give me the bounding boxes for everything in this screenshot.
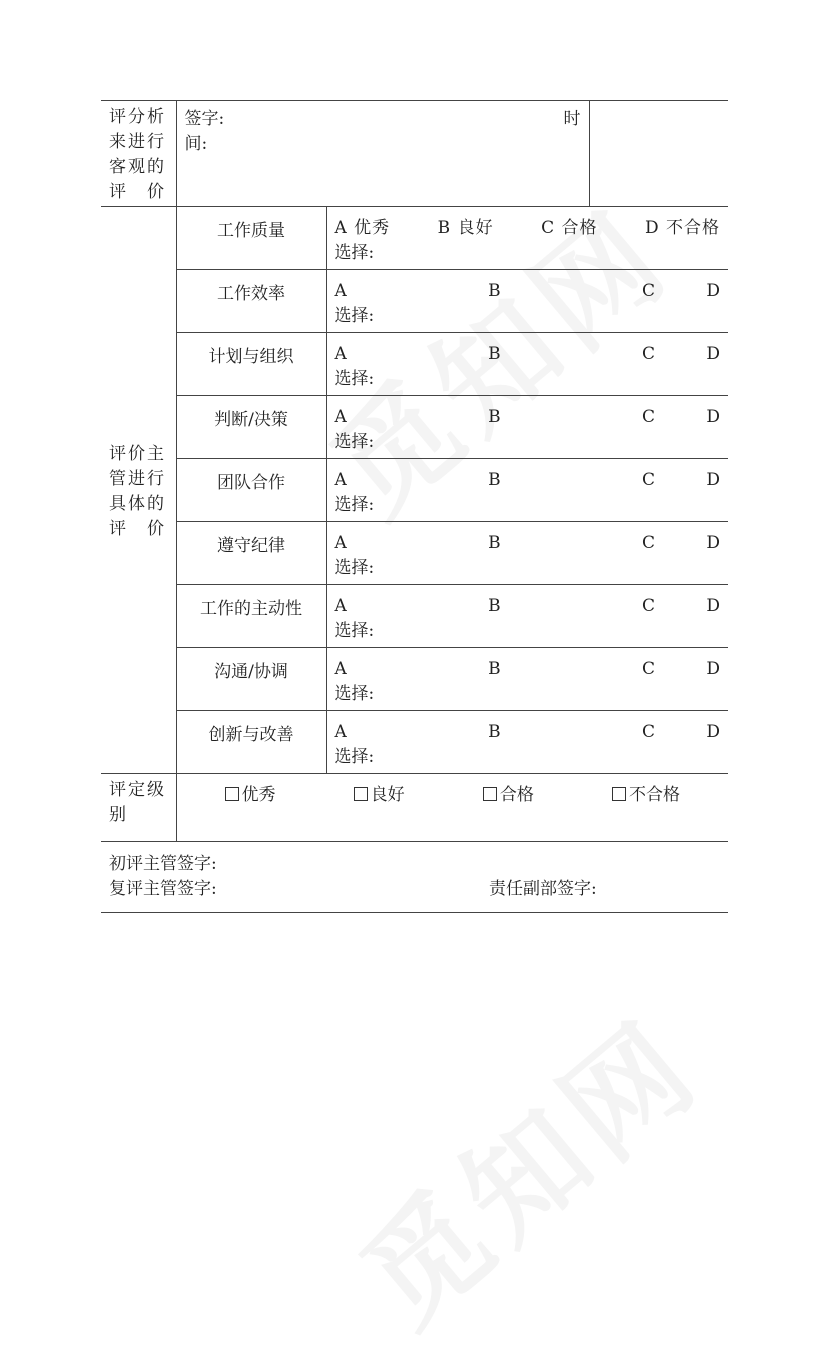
level-option-excellent[interactable] <box>225 783 276 808</box>
footer-row <box>101 842 728 913</box>
eval-label-line: 管进行 <box>109 469 166 489</box>
eval-item-name: 团队合作 <box>176 459 326 522</box>
grade-option-b[interactable]: B <box>488 596 501 616</box>
grade-option-c[interactable]: C <box>642 344 656 364</box>
signature-row <box>101 101 728 207</box>
grade-option-a[interactable]: A <box>334 596 347 616</box>
choose-label: 选择: <box>334 747 375 767</box>
eval-grade-cell[interactable] <box>326 585 728 648</box>
eval-item-name: 工作质量 <box>176 207 326 270</box>
checkbox-icon[interactable] <box>225 787 239 801</box>
grade-option-d[interactable]: D <box>706 533 721 553</box>
eval-label-line: 评 价 <box>109 519 166 539</box>
level-options-cell <box>176 774 728 842</box>
eval-row <box>101 522 728 585</box>
eval-row <box>101 270 728 333</box>
grade-option-a[interactable]: A <box>334 470 347 490</box>
initial-supervisor-sign[interactable]: 初评主管签字: <box>109 854 217 874</box>
level-option-good[interactable] <box>354 783 405 808</box>
grade-option-d[interactable]: D <box>706 281 721 301</box>
level-option-pass[interactable] <box>483 783 534 808</box>
level-option-label: 良好 <box>370 785 405 805</box>
level-label-line: 评定级 <box>109 780 166 800</box>
grade-option-c[interactable]: C <box>642 722 656 742</box>
grade-option-a[interactable]: A <box>334 344 347 364</box>
grade-option-c[interactable]: C <box>642 533 656 553</box>
eval-item-name: 计划与组织 <box>176 333 326 396</box>
grade-option-b[interactable]: B <box>488 533 501 553</box>
choose-label: 选择: <box>334 432 375 452</box>
level-option-fail[interactable] <box>612 783 680 808</box>
eval-grade-cell[interactable] <box>326 459 728 522</box>
level-label <box>101 774 176 842</box>
grade-option-b[interactable]: B <box>488 470 501 490</box>
checkbox-icon[interactable] <box>612 787 626 801</box>
grade-option-d[interactable]: D <box>706 407 721 427</box>
grade-option-b[interactable]: B <box>488 659 501 679</box>
department-sign[interactable]: 责任副部签字: <box>489 879 597 899</box>
grade-option-a[interactable]: A <box>334 722 347 742</box>
watermark-bottom <box>320 975 729 1357</box>
evaluation-form-table <box>101 100 728 913</box>
grade-option-a[interactable]: A <box>334 533 347 553</box>
footer-signatures <box>101 842 728 913</box>
eval-row <box>101 207 728 270</box>
eval-item-name: 沟通/协调 <box>176 648 326 711</box>
grade-option-a[interactable]: A <box>334 281 347 301</box>
grade-option-d[interactable]: D 不合格 <box>644 218 721 238</box>
signature-label: 签字: <box>184 109 225 129</box>
review-supervisor-sign[interactable]: 复评主管签字: <box>109 879 217 899</box>
eval-section-label <box>101 207 176 774</box>
choose-label: 选择: <box>334 369 375 389</box>
eval-item-name: 创新与改善 <box>176 711 326 774</box>
grade-option-c[interactable]: C <box>642 470 656 490</box>
analysis-label <box>101 101 176 207</box>
choose-label: 选择: <box>334 621 375 641</box>
grade-option-c[interactable]: C 合格 <box>541 218 598 238</box>
grade-options <box>335 594 721 619</box>
eval-row <box>101 396 728 459</box>
eval-grade-cell[interactable] <box>326 270 728 333</box>
eval-item-name: 工作的主动性 <box>176 585 326 648</box>
eval-row <box>101 585 728 648</box>
eval-grade-cell[interactable] <box>326 648 728 711</box>
eval-grade-cell[interactable] <box>326 522 728 585</box>
grade-option-b[interactable]: B <box>488 344 501 364</box>
grade-option-a[interactable]: A <box>334 407 347 427</box>
grade-option-d[interactable]: D <box>706 344 721 364</box>
grade-options <box>335 531 721 556</box>
eval-row <box>101 711 728 774</box>
grade-option-c[interactable]: C <box>642 596 656 616</box>
time-label-part1: 时 <box>563 109 581 129</box>
analysis-label-line: 客观的 <box>109 157 166 177</box>
eval-row <box>101 648 728 711</box>
grade-options <box>335 468 721 493</box>
choose-label: 选择: <box>334 306 375 326</box>
analysis-label-line: 评 价 <box>109 182 166 202</box>
grade-options <box>335 216 721 241</box>
choose-label: 选择: <box>334 684 375 704</box>
grade-option-c[interactable]: C <box>642 407 656 427</box>
choose-label: 选择: <box>334 243 375 263</box>
grade-options <box>335 720 721 745</box>
choose-label: 选择: <box>334 495 375 515</box>
grade-option-b[interactable]: B <box>488 281 501 301</box>
eval-label-line: 具体的 <box>109 494 166 514</box>
level-row <box>101 774 728 842</box>
grade-option-b[interactable]: B <box>488 722 501 742</box>
level-option-label: 优秀 <box>241 785 276 805</box>
grade-option-b[interactable]: B 良好 <box>437 218 494 238</box>
checkbox-icon[interactable] <box>354 787 368 801</box>
grade-options <box>335 279 721 304</box>
analysis-label-line: 来进行 <box>109 132 166 152</box>
grade-options <box>335 405 721 430</box>
level-option-label: 合格 <box>499 785 534 805</box>
time-label-part2: 间: <box>184 134 208 154</box>
eval-grade-cell[interactable] <box>326 396 728 459</box>
eval-grade-cell[interactable] <box>326 207 728 270</box>
grade-option-d[interactable]: D <box>706 659 721 679</box>
eval-item-name: 判断/决策 <box>176 396 326 459</box>
grade-option-c[interactable]: C <box>642 659 656 679</box>
signature-blank-cell[interactable] <box>589 101 728 207</box>
eval-grade-cell[interactable] <box>326 333 728 396</box>
analysis-label-line: 评分析 <box>109 107 166 127</box>
grade-options <box>335 342 721 367</box>
level-label-line: 别 <box>109 805 128 825</box>
grade-options <box>335 657 721 682</box>
checkbox-icon[interactable] <box>483 787 497 801</box>
grade-option-a[interactable]: A <box>334 659 347 679</box>
grade-option-b[interactable]: B <box>488 407 501 427</box>
eval-label-line: 评价主 <box>109 444 166 464</box>
grade-option-d[interactable]: D <box>706 722 721 742</box>
eval-row <box>101 333 728 396</box>
signature-cell[interactable] <box>176 101 589 207</box>
eval-grade-cell[interactable] <box>326 711 728 774</box>
grade-option-d[interactable]: D <box>706 596 721 616</box>
level-option-label: 不合格 <box>629 785 681 805</box>
eval-item-name: 工作效率 <box>176 270 326 333</box>
eval-item-name: 遵守纪律 <box>176 522 326 585</box>
grade-option-d[interactable]: D <box>706 470 721 490</box>
grade-option-c[interactable]: C <box>642 281 656 301</box>
choose-label: 选择: <box>334 558 375 578</box>
grade-option-a[interactable]: A 优秀 <box>334 218 391 238</box>
eval-row <box>101 459 728 522</box>
